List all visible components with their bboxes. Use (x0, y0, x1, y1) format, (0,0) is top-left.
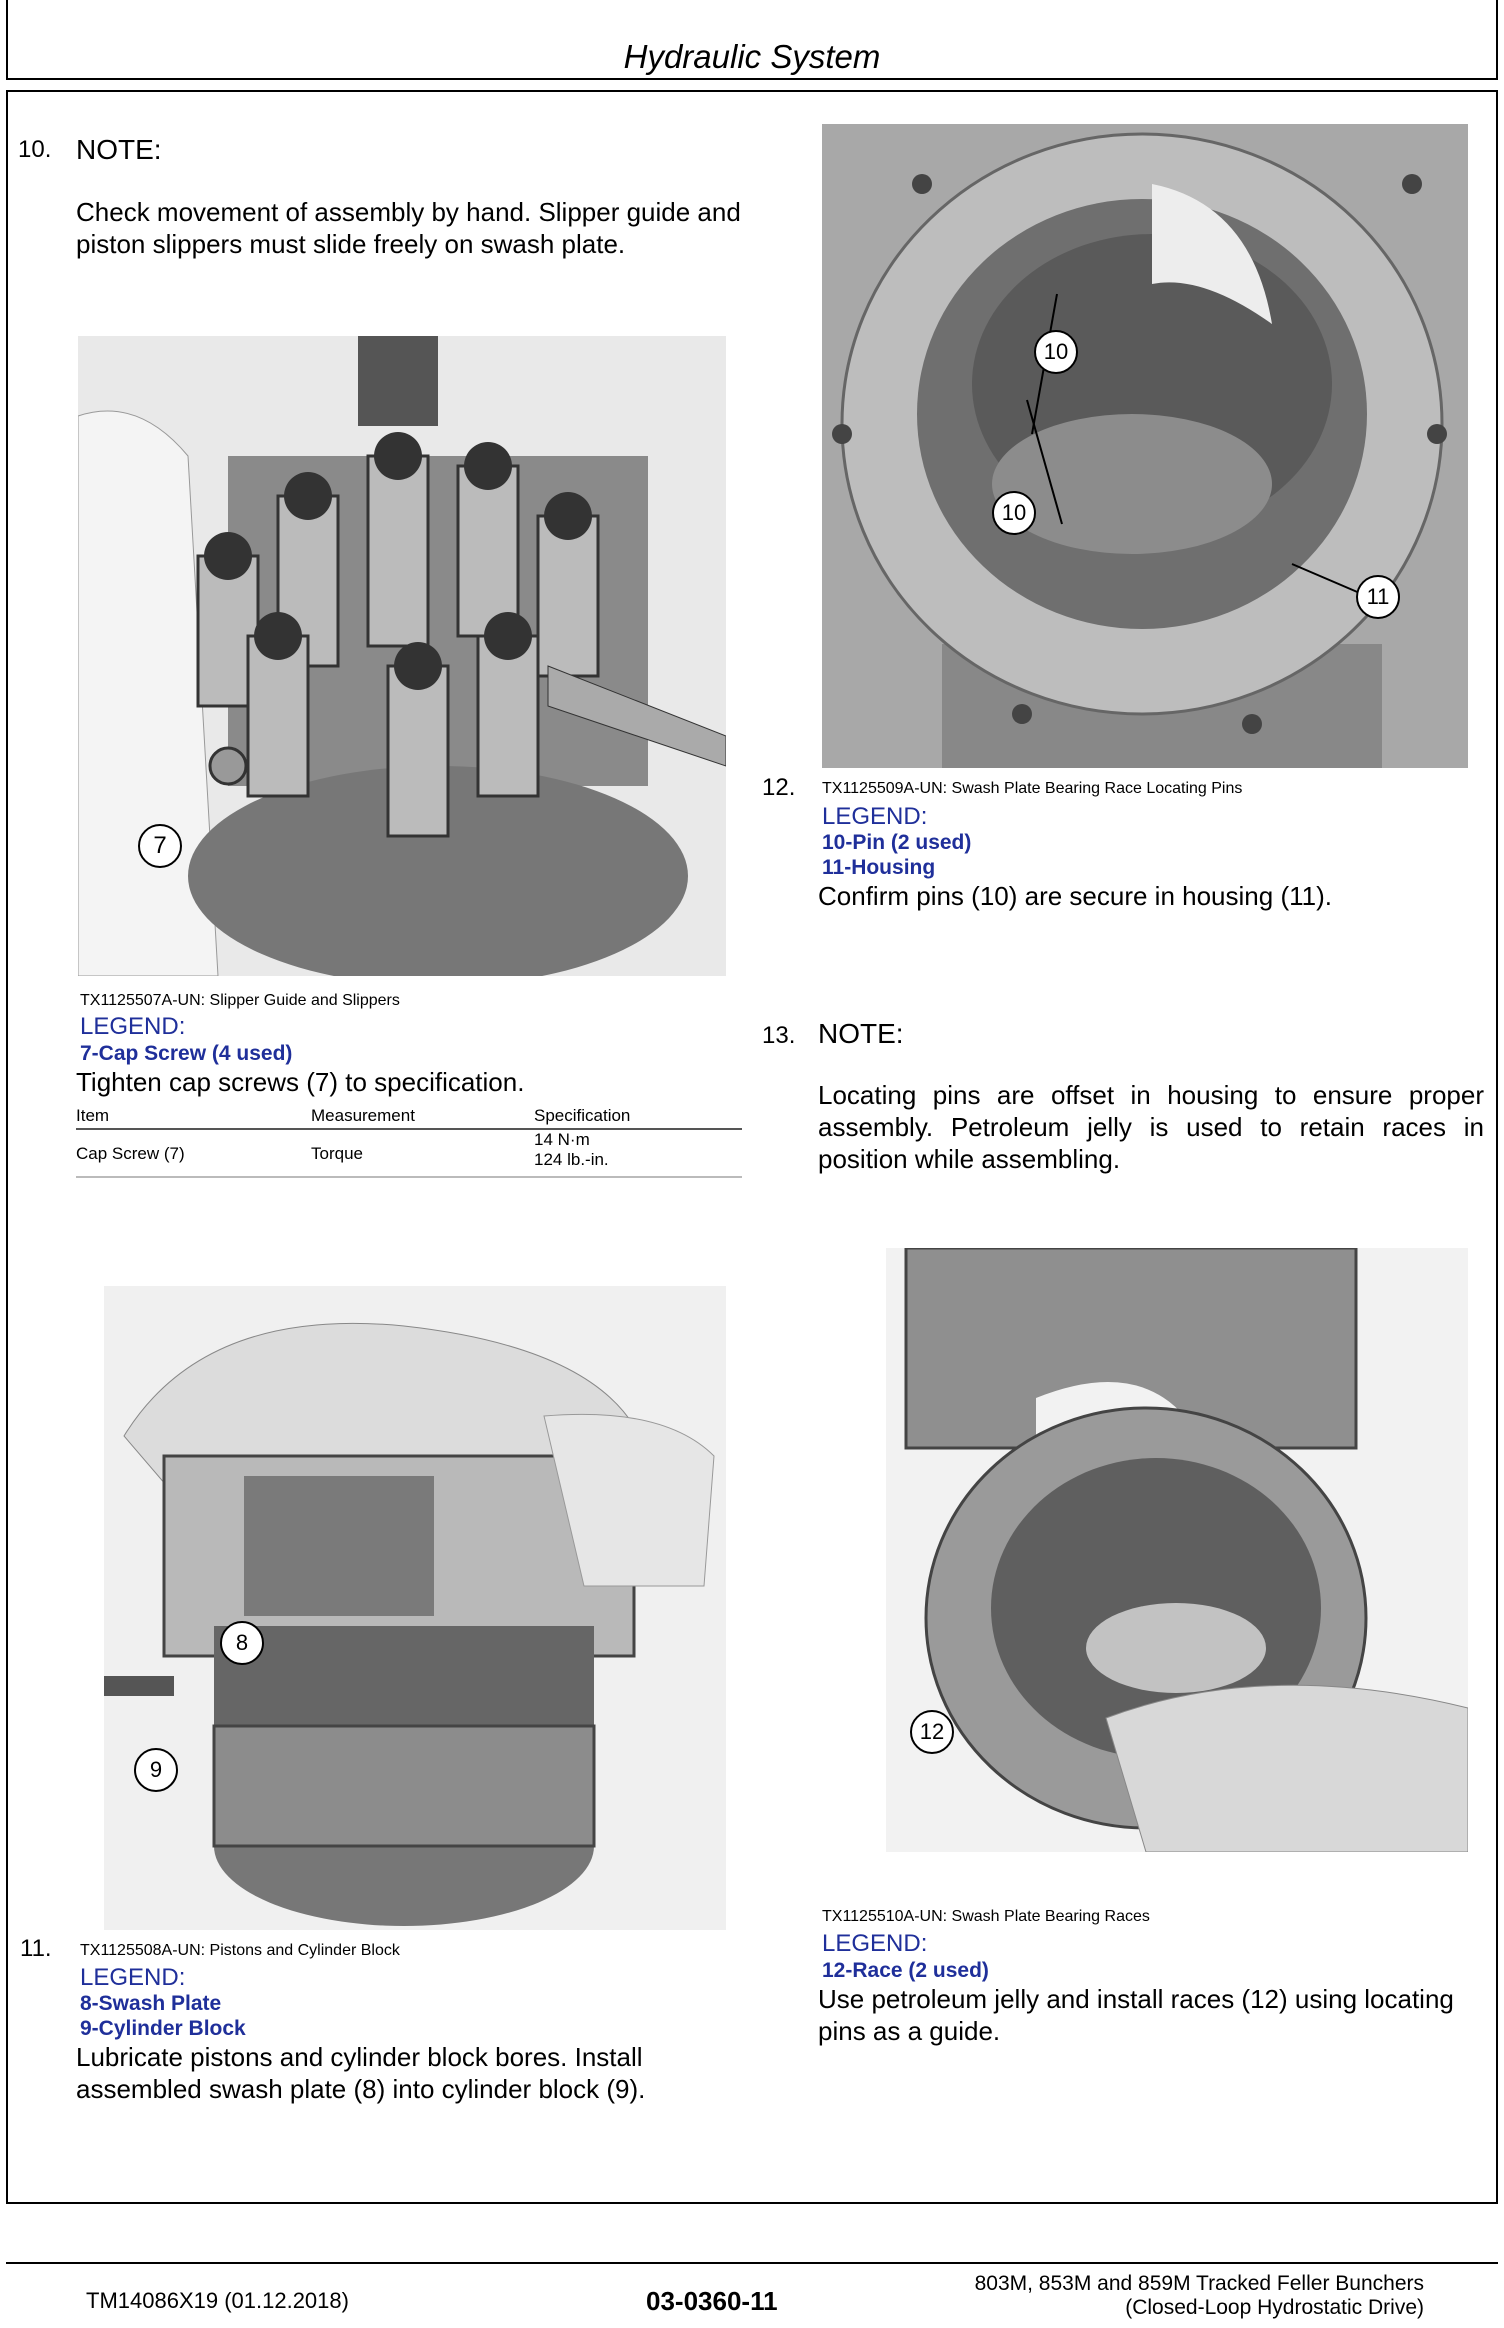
callout-10-upper: 10 (1034, 330, 1078, 374)
footer-rule (6, 2262, 1498, 2264)
figure-1-instruction: Tighten cap screws (7) to specification. (76, 1067, 525, 1097)
legend-item-pin: 10-Pin (2 used) (822, 831, 972, 854)
spec-row-measurement: Torque (311, 1144, 363, 1163)
step-number-12: 12. (762, 774, 796, 801)
legend-item-cap-screw: 7-Cap Screw (4 used) (80, 1042, 293, 1065)
callout-11: 11 (1356, 575, 1400, 619)
step-number-11: 11. (20, 1935, 52, 1962)
spec-value-metric: 14 N·m (534, 1130, 590, 1149)
figure-1-caption: TX1125507A-UN: Slipper Guide and Slippers (80, 992, 400, 1009)
step-13-note-label: NOTE: (818, 1018, 904, 1049)
step-number-13: 13. (762, 1022, 796, 1049)
figure-slipper-guide-photo (78, 336, 726, 976)
figure-housing-pins-photo (822, 124, 1468, 768)
figure-4-legend-label: LEGEND: (822, 1930, 928, 1957)
figure-2-legend-label: LEGEND: (822, 803, 928, 830)
step-10-note-label: NOTE: (76, 134, 162, 165)
footer-product (864, 2272, 1424, 2320)
callout-8: 8 (220, 1621, 264, 1665)
callout-10-lower: 10 (992, 491, 1036, 535)
footer-page-number: 03-0360-11 (646, 2286, 778, 2316)
figure-4-instruction: Use petroleum jelly and install races (12) using locating pins as a guide. (818, 1984, 1454, 2046)
spec-row-item: Cap Screw (7) (76, 1144, 185, 1163)
callout-7: 7 (138, 824, 182, 868)
spec-header-specification: Specification (534, 1106, 631, 1125)
spec-header-item: Item (76, 1106, 110, 1125)
legend-item-housing: 11-Housing (822, 856, 936, 879)
spec-table (76, 1106, 742, 1170)
figure-races-photo (886, 1248, 1468, 1852)
step-number-10: 10. (18, 136, 52, 163)
step-13-note-text: Locating pins are offset in housing to ensure proper assembly. Petroleum jelly is used to retain races in position while assembling. (818, 1080, 1484, 1174)
callout-9: 9 (134, 1748, 178, 1792)
figure-3-instruction: Lubricate pistons and cylinder block bores. Install assembled swash plate (8) into cylinder block (9). (76, 2042, 646, 2104)
figure-3-legend-label: LEGEND: (80, 1964, 186, 1991)
spec-header-measurement: Measurement (311, 1106, 415, 1125)
figure-2-caption: TX1125509A-UN: Swash Plate Bearing Race Locating Pins (822, 780, 1243, 797)
spec-value-imperial: 124 lb.-in. (534, 1150, 609, 1169)
figure-1-legend-label: LEGEND: (80, 1013, 186, 1040)
footer-manual-id: TM14086X19 (01.12.2018) (86, 2288, 349, 2313)
figure-4-caption: TX1125510A-UN: Swash Plate Bearing Races (822, 1908, 1150, 1925)
footer-product-line2: (Closed-Loop Hydrostatic Drive) (1125, 2296, 1424, 2319)
figure-2-instruction: Confirm pins (10) are secure in housing (11). (818, 881, 1332, 911)
page-title: Hydraulic System (623, 38, 881, 75)
callout-12: 12 (910, 1710, 954, 1754)
figure-cylinder-block-photo (104, 1286, 726, 1930)
legend-item-swash-plate: 8-Swash Plate (80, 1992, 222, 2015)
legend-item-cylinder-block: 9-Cylinder Block (80, 2017, 246, 2040)
step-10-note-text: Check movement of assembly by hand. Slipper guide and piston slippers must slide freely on swash plate. (76, 197, 741, 259)
figure-3-caption: TX1125508A-UN: Pistons and Cylinder Block (80, 1942, 400, 1959)
spec-row-value (534, 1130, 742, 1170)
spec-table-bottom-rule (76, 1176, 742, 1178)
legend-item-race: 12-Race (2 used) (822, 1959, 989, 1982)
footer-product-line1: 803M, 853M and 859M Tracked Feller Bunchers (974, 2272, 1424, 2295)
